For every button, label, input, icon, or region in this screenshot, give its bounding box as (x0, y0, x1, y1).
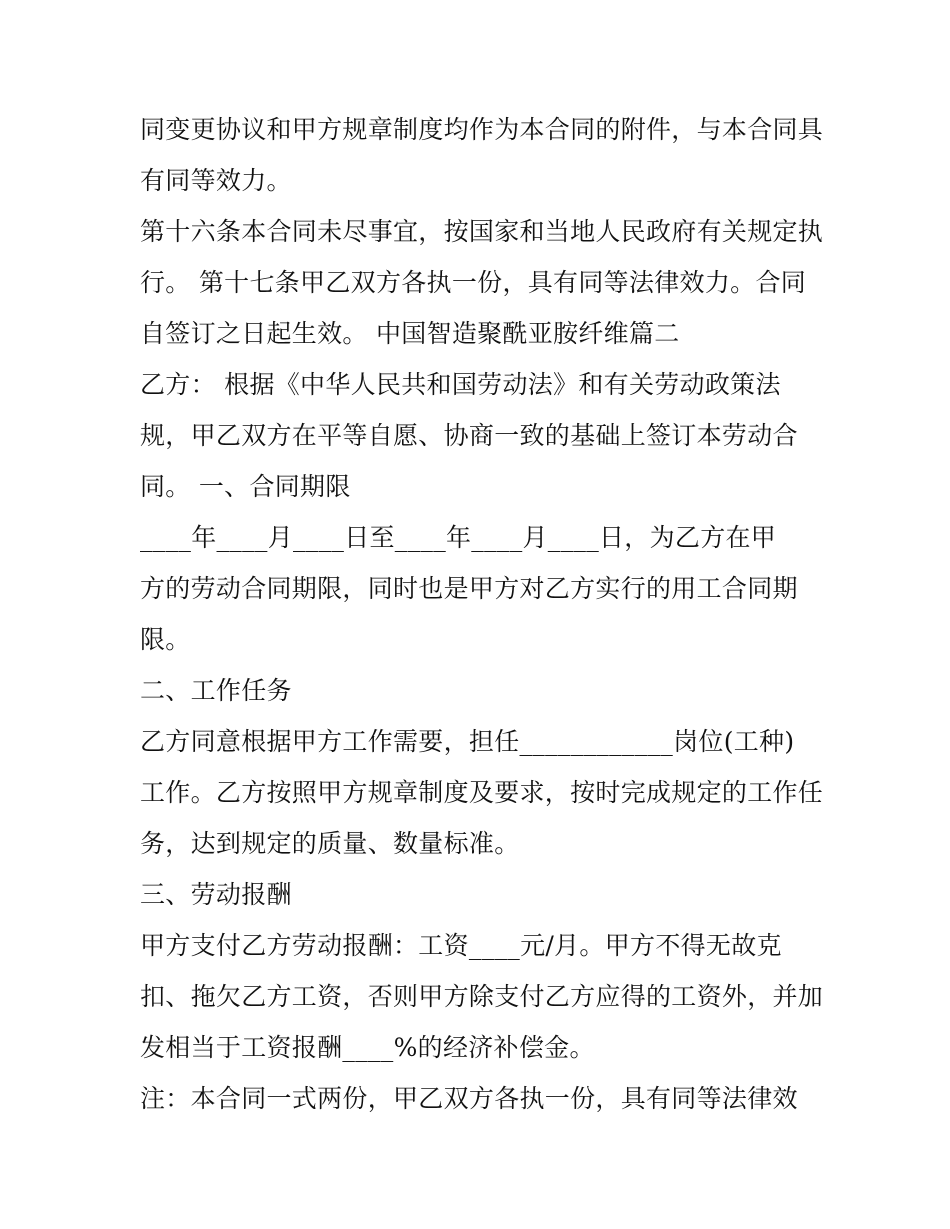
text-line: 同。 一、合同期限 (140, 472, 351, 501)
text-line: 同变更协议和甲方规章制度均作为本合同的附件，与本合同具 (140, 115, 824, 144)
text-line: 扣、拖欠乙方工资，否则甲方除支付乙方应得的工资外，并加 (140, 982, 824, 1011)
text-line: 限。 (140, 625, 191, 654)
text-line: 规，甲乙双方在平等自愿、协商一致的基础上签订本劳动合 (140, 421, 798, 450)
text-line: 甲方支付乙方劳动报酬：工资____元/月。甲方不得无故克 (140, 931, 782, 960)
text-line: ____年____月____日至____年____月____日，为乙方在甲 (140, 523, 777, 552)
text-line: 注：本合同一式两份，甲乙双方各执一份，具有同等法律效 (140, 1084, 798, 1113)
section-heading: 三、劳动报酬 (140, 880, 292, 909)
text-line: 自签订之日起生效。 中国智造聚酰亚胺纤维篇二 (140, 319, 680, 348)
text-line: 乙方同意根据甲方工作需要，担任____________岗位(工种) (140, 727, 795, 756)
text-line: 第十六条本合同未尽事宜，按国家和当地人民政府有关规定执 (140, 217, 824, 246)
text-line: 行。 第十七条甲乙双方各执一份，具有同等法律效力。合同 (140, 268, 807, 297)
text-line: 务，达到规定的质量、数量标准。 (140, 829, 520, 858)
text-line: 有同等效力。 (140, 166, 292, 195)
section-heading: 二、工作任务 (140, 676, 292, 705)
text-line: 方的劳动合同期限，同时也是甲方对乙方实行的用工合同期 (140, 574, 798, 603)
text-line: 工作。乙方按照甲方规章制度及要求，按时完成规定的工作任 (140, 778, 824, 807)
contract-text (140, 104, 824, 1124)
text-line: 发相当于工资报酬____%的经济补偿金。 (140, 1033, 595, 1062)
text-line: 乙方： 根据《中华人民共和国劳动法》和有关劳动政策法 (140, 370, 781, 399)
